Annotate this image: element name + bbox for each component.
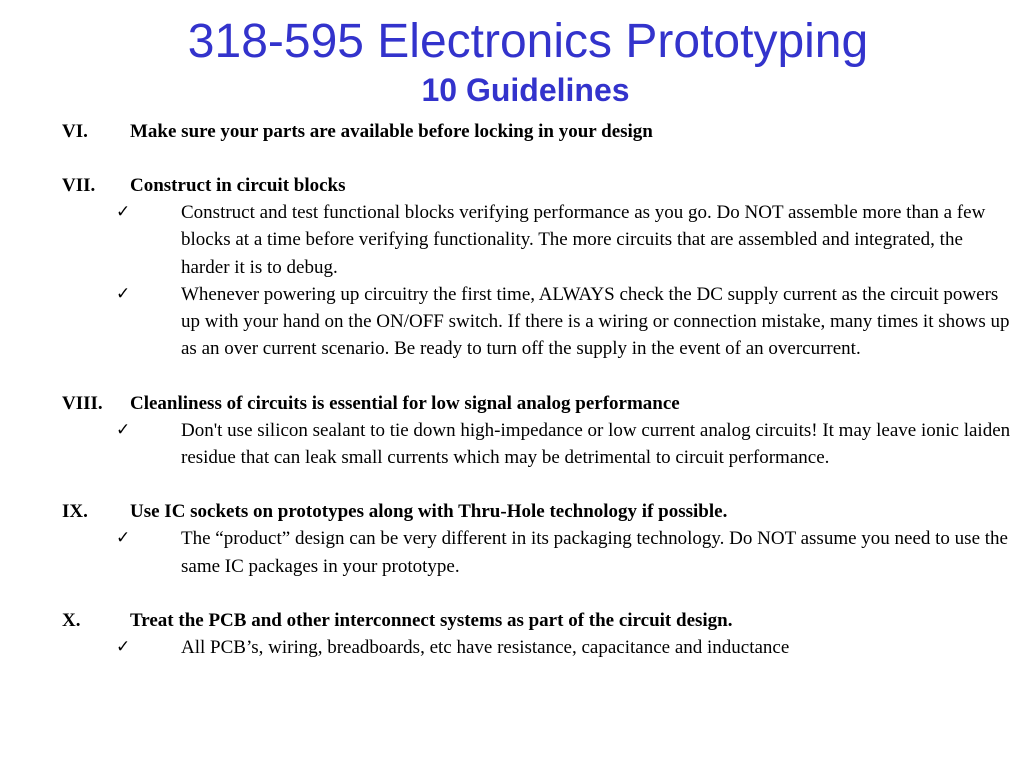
guideline-section-vii bbox=[62, 172, 1012, 363]
guideline-heading bbox=[62, 118, 1012, 145]
guideline-section-ix bbox=[62, 498, 1012, 580]
guideline-bullet-text: Don't use silicon sealant to tie down high-impedance or low current analog circuits! It may leave ionic laiden residue that can leak small currents which may be detrimental to circuit performance. bbox=[181, 419, 1011, 469]
guideline-heading bbox=[62, 390, 1012, 417]
guideline-bullet bbox=[62, 634, 1012, 661]
checkmark-icon: ✓ bbox=[116, 636, 131, 657]
guideline-section-viii bbox=[62, 390, 1012, 472]
checkmark-icon: ✓ bbox=[116, 202, 131, 222]
guideline-heading-text: Use IC sockets on prototypes along with Thru-Hole technology if possible. bbox=[130, 501, 728, 523]
guideline-numeral: VII. bbox=[62, 175, 96, 196]
guideline-bullet-text: Construct and test functional blocks verifying performance as you go. Do NOT assemble more than a few blocks at a time before verifying functionality. The more circuits that are assembled and integrated, the harder it is to debug. bbox=[181, 202, 986, 278]
guideline-numeral: VI. bbox=[62, 121, 88, 142]
guideline-heading-text: Treat the PCB and other interconnect systems as part of the circuit design. bbox=[130, 609, 733, 631]
checkmark-icon: ✓ bbox=[116, 283, 131, 304]
guideline-heading-text: Cleanliness of circuits is essential for low signal analog performance bbox=[130, 392, 680, 414]
guideline-bullet-text: All PCB’s, wiring, breadboards, etc have resistance, capacitance and inductance bbox=[181, 636, 790, 658]
guideline-heading bbox=[62, 498, 1012, 525]
slide-subtitle: 10 Guidelines bbox=[421, 72, 630, 108]
guideline-bullet bbox=[62, 525, 1012, 580]
slide-title: 318-595 Electronics Prototyping bbox=[187, 15, 869, 68]
guideline-heading-text: Construct in circuit blocks bbox=[130, 175, 346, 196]
guideline-bullet bbox=[62, 199, 1012, 281]
guideline-numeral: IX. bbox=[62, 501, 88, 523]
guideline-bullet-text: The “product” design can be very different in its packaging technology. Do NOT assume you need to use the same IC packages in your prototype. bbox=[181, 528, 1008, 577]
guideline-bullet bbox=[62, 281, 1012, 363]
guideline-bullet bbox=[62, 417, 1012, 472]
guideline-heading bbox=[62, 607, 1012, 634]
checkmark-icon: ✓ bbox=[116, 528, 131, 549]
guideline-heading bbox=[62, 172, 1012, 199]
guideline-section-x bbox=[62, 607, 1012, 661]
guidelines-list bbox=[62, 118, 1012, 688]
guideline-heading-text: Make sure your parts are available before locking in your design bbox=[130, 121, 653, 142]
guideline-numeral: X. bbox=[62, 609, 81, 631]
guideline-numeral: VIII. bbox=[62, 392, 103, 414]
guideline-section-vi bbox=[62, 118, 1012, 145]
checkmark-icon: ✓ bbox=[116, 419, 131, 440]
guideline-bullet-text: Whenever powering up circuitry the first time, ALWAYS check the DC supply current as the circuit powers up with your hand on the ON/OFF switch. If there is a wiring or connection mistake, many times it shows up as an over current scenario. Be ready to turn off the supply in the event of an overcurrent. bbox=[181, 283, 1010, 360]
